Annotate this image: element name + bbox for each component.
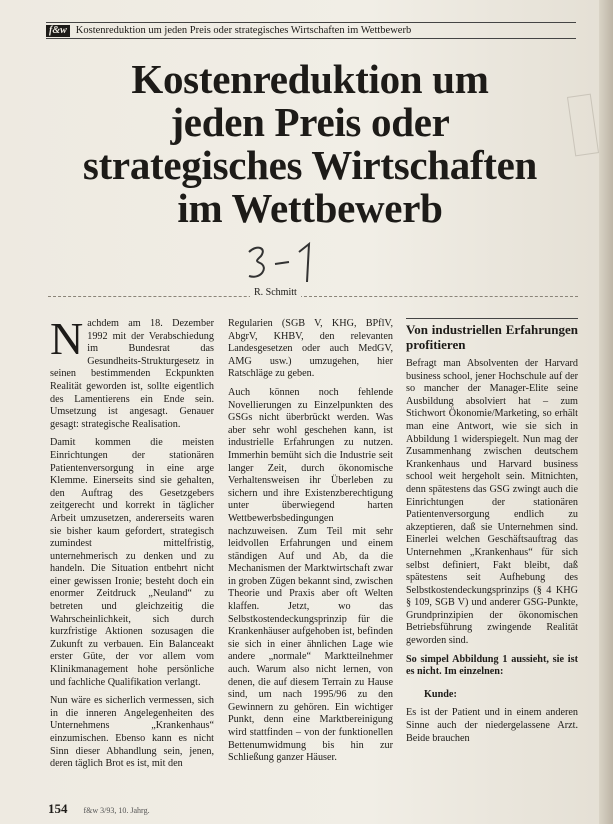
handwritten-note <box>243 240 323 286</box>
column-3 <box>406 318 578 751</box>
journal-logo: f&w <box>46 25 70 37</box>
author-name: R. Schmitt <box>250 287 301 298</box>
section-heading: Von industriellen Erfahrungen profitieren <box>406 318 578 352</box>
paragraph: Regularien (SGB V, KHG, BPflV, AbgrV, KHBV, den relevanten Landesgesetzen oder auch MedGV, AMG usw.) umzugehen, hier Ratschläge zu geben. <box>228 318 393 380</box>
paragraph: Auch können noch fehlende Novellierungen zu Einzelpunkten des GSGs nicht überbrückt werden. Was aber sehr wohl geschehen kann, ist industrielle Erfahrungen zu nutzen. Immerhin bemüht sich die Industrie seit langer Zeit, durch ökonomische Verhaltensweisen ihr Überleben zu sichern und ihre Existenzberechtigung unter überwiegend harten Wettbewerbsbedingungen nachzuweisen. Zum Teil mit sehr leidvollen Erfahrungen und einem ständigen Auf und Ab, da die Mechanismen der Marktwirtschaft zwar in groben Zügen bekannt sind, zwischen Theorie und Praxis aber oft Welten klaffen. Jetzt, wo das Selbstkostendeckungsprinzip für die Krankenhäuser aufgehoben ist, befinden sie sich in einer ähnlichen Lage wie andere „normale“ Marktteilnehmer auch. Warum also nicht lernen, von denen, die auf diesem Terrain zu Hause sind, um nach 1995/96 zu den Gewinnern zu gehören. Ein wichtiger Punkt, denn eine Marktbereinigung wird stattfinden – von der funktionellen Bettenumwidmung bis hin zur Schließung ganzer Häuser. <box>228 386 393 764</box>
page-number: 154 <box>48 801 68 816</box>
paragraph: Es ist der Patient und in einem anderen Sinne auch der niedergelassene Arzt. Beide brauchen <box>406 707 578 744</box>
paragraph: Nun wäre es sicherlich vermessen, sich in die inneren Angelegenheiten des Unternehmens „Krankenhaus“ einzumischen. Ebenso kann es nicht Sinn dieser Abhandlung sein, jenen, deren täglich Brot es ist, mit den <box>50 695 214 770</box>
running-head-text: Kostenreduktion um jeden Preis oder strategisches Wirtschaften im Wettbewerb <box>75 25 412 36</box>
title-line: strategisches Wirtschaften <box>82 142 538 188</box>
article-title <box>40 58 580 230</box>
column-1 <box>50 313 214 777</box>
title-line: im Wettbewerb <box>177 185 443 231</box>
footer-source: f&w 3/93, 10. Jahrg. <box>83 806 150 815</box>
paragraph: Befragt man Absolventen der Harvard business school, jener Hochschule auf der so mancher der Manager-Elite seine Ausbildung absolviert hat – zum Stichwort Ökonomie/Marketing, so erhält man eine Antwort, wie sie sich in Abbildung 1 widerspiegelt. Nun mag der Zusammenhang zwischen deutschem Krankenhaus und Harvard business school weit hergeholt sein. Mitnichten, denn spätestens das GSG zwingt auch die Einrichtungen der stationären Patientenversorgung endlich zu akzeptieren, daß sie Unternehmen sind. Einerlei welchen Geschäftsauftrag das Unternehmen „Krankenhaus“ für sich selbst definiert, Fakt bleibt, daß spätestens seit Aufhebung des Selbstkostendeckungsprinzips (§ 4 KHG § 109, SGB V) und anderer GSG-Punkte, Grundprinzipien der ökonomischen Betriebsführung zwingende Realität geworden sind. <box>406 358 578 647</box>
drop-cap: N <box>50 313 84 364</box>
running-head <box>46 22 576 39</box>
page-footer <box>48 801 150 817</box>
title-line: Kostenreduktion um <box>131 56 489 102</box>
title-line: jeden Preis oder <box>170 99 450 145</box>
page-edge-shadow <box>599 0 613 824</box>
subheading: Kunde: <box>424 688 457 700</box>
paragraph: Damit kommen die meisten Einrichtungen der stationären Patientenversorgung in eine arge Klemme. Einerseits sind sie gehalten, den Auftrag des Gesetzgebers zeitgerecht und korrekt in täglicher Arbeit umzusetzen, andererseits waren sie bisher kaum gefordert, strategisch zumindest mittelfristig, unternehmerisch zu denken und zu handeln. Die Situation entbehrt nicht einer gewissen Ironie; besteht doch ein enormer Zeitdruck „Neuland“ zu betreten und gleichzeitig die Wahrscheinlichkeit, sich durch kurzfristige Aktionen sozusagen die Zukunft zu verbauen. Ein Balanceakt erster Güte, der vor allem vom Klinikmanagement hohe persönliche und fachliche Qualifikation verlangt. <box>50 437 214 688</box>
column-2 <box>228 318 393 771</box>
bold-lead-in: So simpel Abbildung 1 aussieht, sie ist es nicht. Im einzelnen: <box>406 653 578 678</box>
author-rule <box>48 296 578 297</box>
paragraph-text: achdem am 18. Dezember 1992 mit der Verabschiedung im Bundesrat das Gesundheits-Strukturgesetz in seinen bestimmenden Eckpunkten Realität geworden ist, sollte eigentlich des Lamentierens ein Ende sein. Umsetzung ist angesagt. Genauer gesagt: strategische Realisation. <box>50 318 214 430</box>
paragraph <box>50 313 214 431</box>
